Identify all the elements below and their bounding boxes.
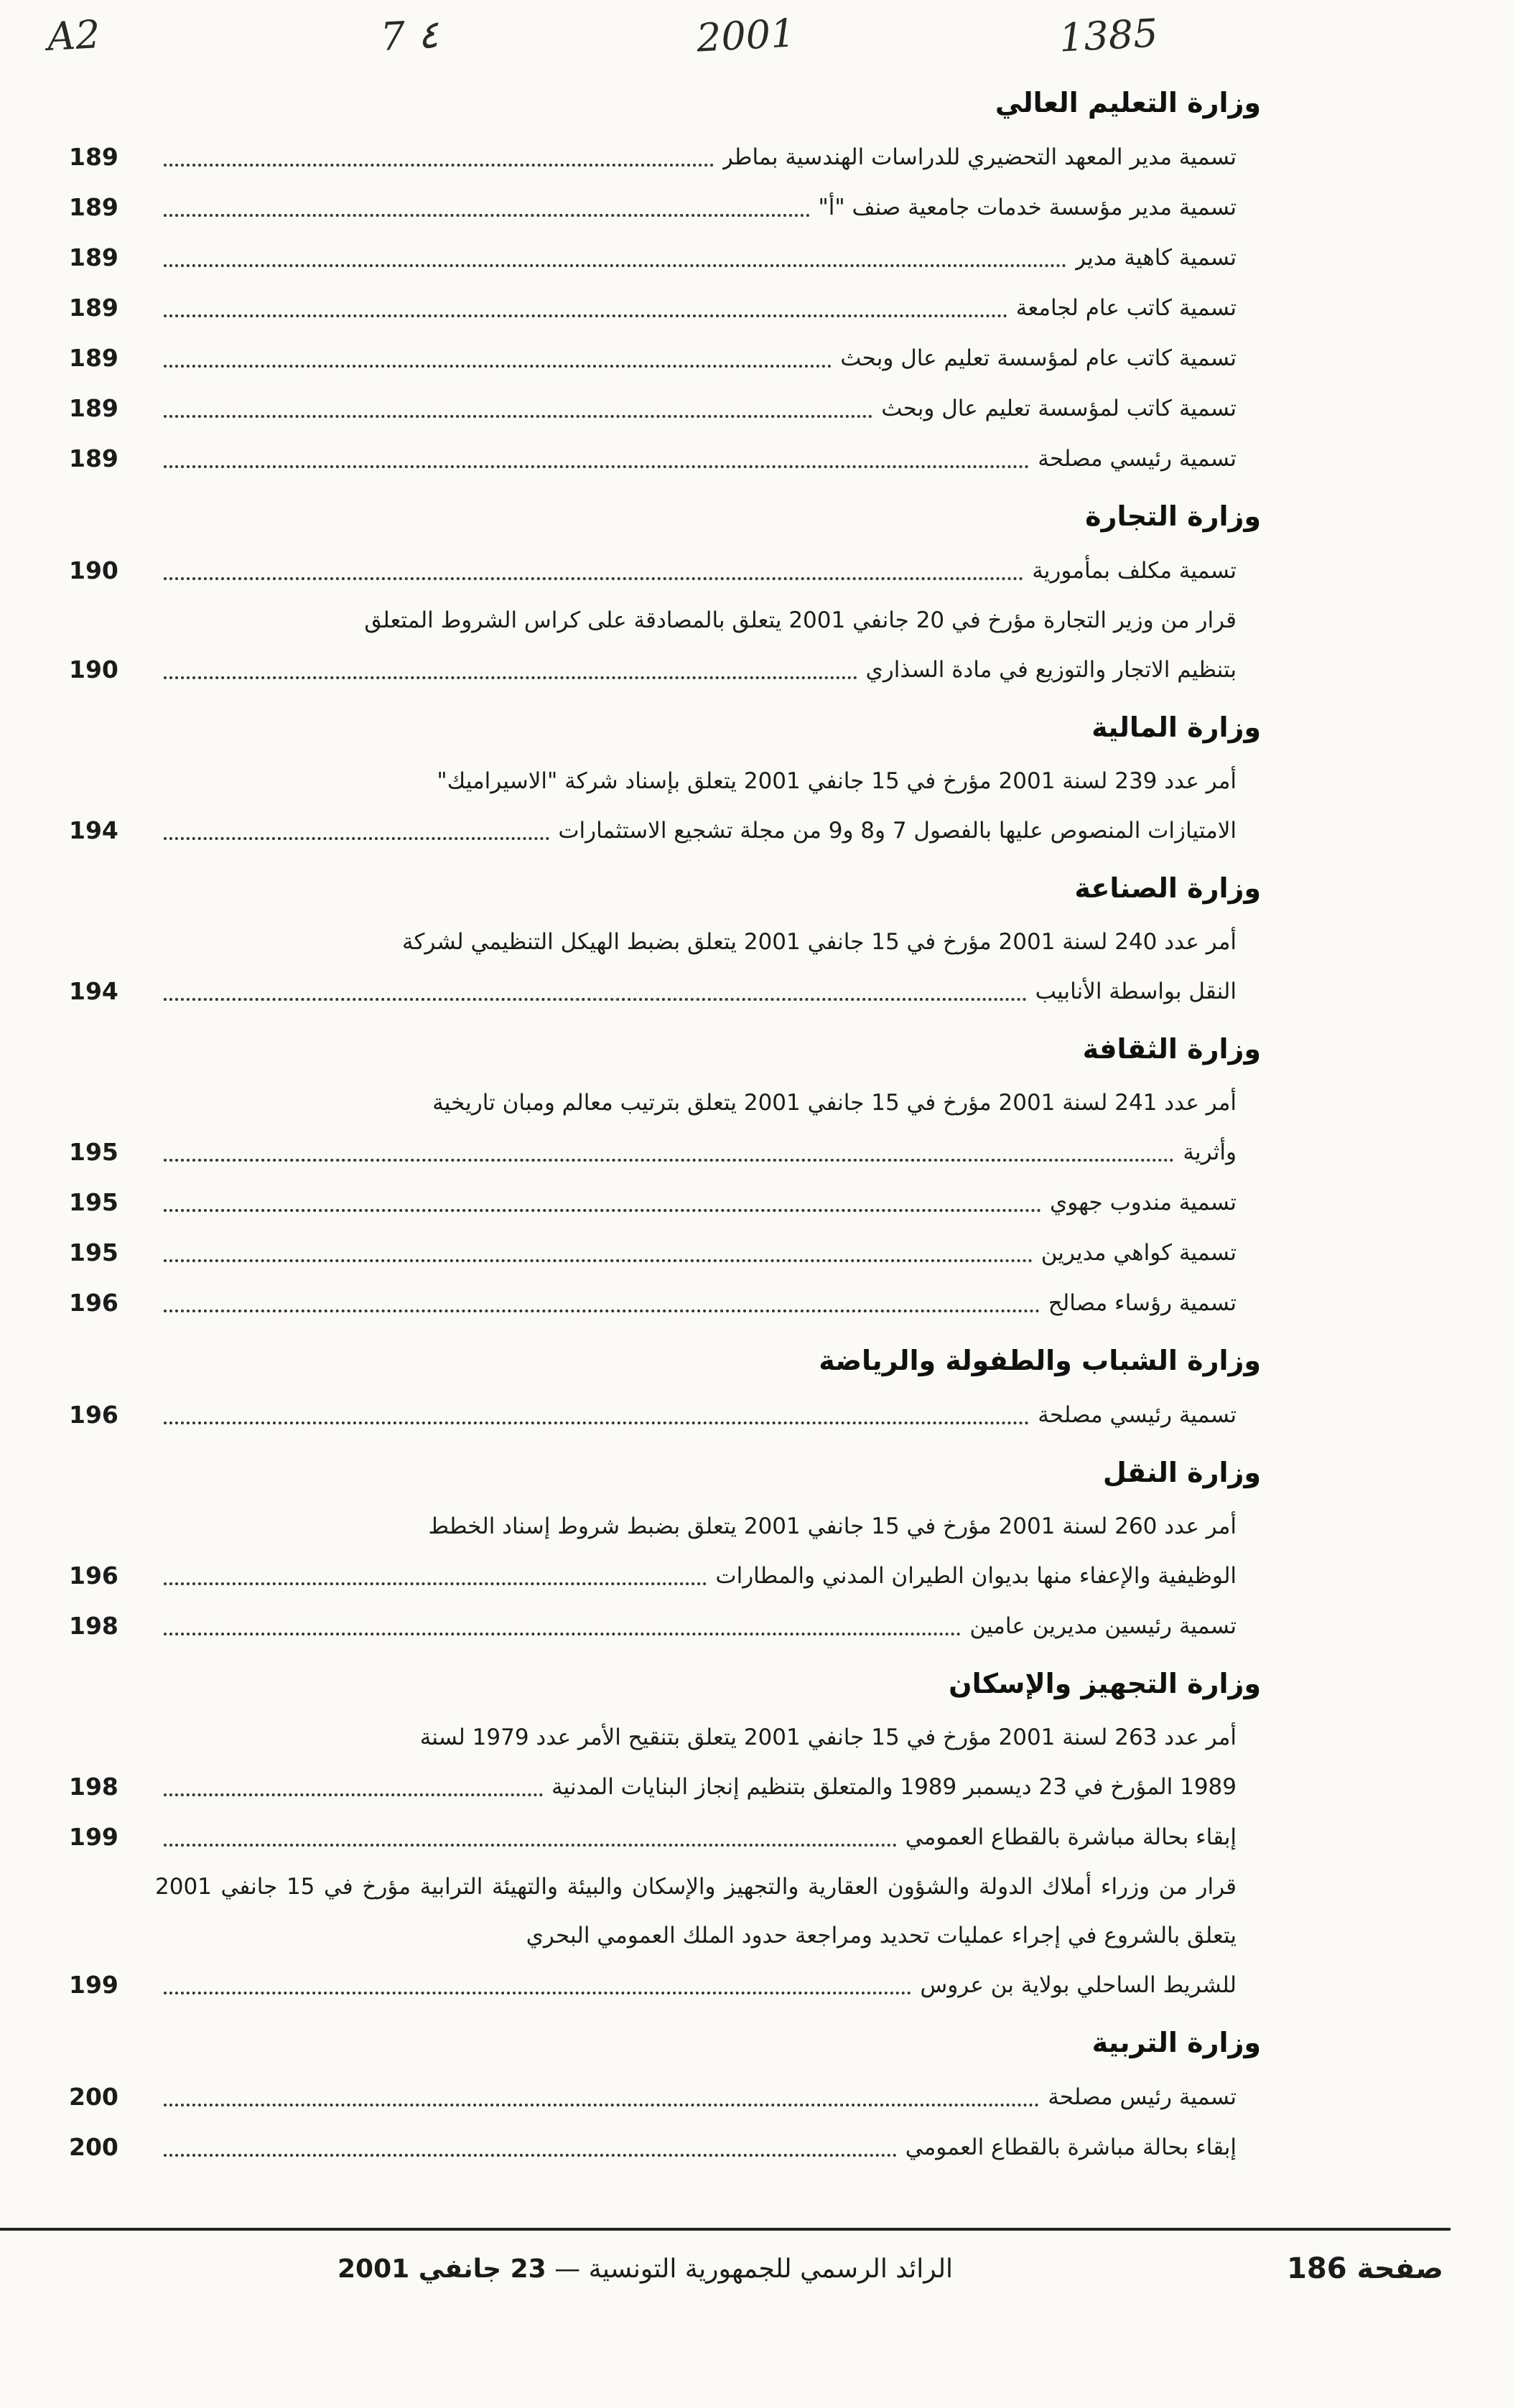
entry-line: [69, 806, 1261, 856]
entry-page-number: 189: [69, 143, 118, 171]
entry-line: [69, 1762, 1261, 1812]
handwritten-annotation: 2001: [695, 10, 796, 61]
dot-leader: [164, 365, 832, 368]
toc-section: [69, 80, 1261, 484]
dot-leader: [164, 1992, 911, 1994]
entry-page-number: 200: [69, 2083, 118, 2111]
entry-line: [69, 2122, 1261, 2173]
dot-leader: [164, 465, 1029, 468]
entry-line: [69, 1127, 1261, 1177]
entry-title: تسمية كاتب عام لجامعة: [1015, 295, 1237, 321]
entry-page-number: 199: [69, 1823, 118, 1851]
entry-title: بتنظيم الاتجار والتوزيع في مادة السذاري: [865, 657, 1237, 683]
entry-title: النقل بواسطة الأنابيب: [1035, 979, 1237, 1004]
toc-entry: [69, 1502, 1261, 1601]
entry-line: [69, 434, 1261, 484]
toc-entry: [69, 757, 1261, 856]
toc-entry: [69, 918, 1261, 1017]
entry-page-number: 194: [69, 816, 118, 844]
entry-title: تسمية مدير المعهد التحضيري للدراسات الهندسية بماطر: [722, 144, 1237, 170]
entry-page-number: 189: [69, 243, 118, 271]
footer-date: 23 جانفي 2001: [337, 2254, 546, 2284]
dot-leader: [164, 1582, 707, 1585]
entry-title: الامتيازات المنصوص عليها بالفصول 7 و8 و9 من مجلة تشجيع الاستثمارات: [558, 818, 1237, 844]
entry-title: إبقاء بحالة مباشرة بالقطاع العمومي: [905, 2134, 1237, 2160]
entry-title: تسمية كاتب عام لمؤسسة تعليم عال وبحث: [840, 345, 1237, 371]
entry-page-number: 200: [69, 2133, 118, 2161]
entry-line: [69, 1278, 1261, 1328]
toc-section: [69, 705, 1261, 856]
toc-entry: [69, 2072, 1261, 2122]
toc-entry: [69, 132, 1261, 182]
entry-description: أمر عدد 241 لسنة 2001 مؤرخ في 15 جانفي 2001 يتعلق بترتيب معالم ومبان تاريخية: [432, 1090, 1237, 1116]
entry-line: [69, 546, 1261, 596]
dot-leader: [164, 1259, 1033, 1262]
section-title: وزارة الصناعة: [1074, 872, 1261, 904]
entry-title: تسمية كواهي مديرين: [1041, 1240, 1237, 1266]
entry-page-number: 194: [69, 977, 118, 1005]
toc-entry: [69, 434, 1261, 484]
toc-entry: [69, 283, 1261, 333]
entry-line: [69, 1390, 1261, 1440]
entry-page-number: 189: [69, 344, 118, 372]
toc-entry: [69, 333, 1261, 383]
section-title: وزارة الثقافة: [1082, 1033, 1261, 1065]
entry-page-number: 189: [69, 193, 118, 221]
entry-page-number: 190: [69, 655, 118, 683]
entry-page-number: 196: [69, 1289, 118, 1317]
toc-section: [69, 866, 1261, 1017]
entry-line: [69, 1551, 1261, 1601]
dot-leader: [164, 998, 1027, 1001]
toc-section: [69, 1338, 1261, 1440]
toc-entry: [69, 546, 1261, 596]
toc-entry: [69, 1390, 1261, 1440]
entry-line: [69, 645, 1261, 695]
entry-line: [69, 383, 1261, 434]
entry-line: [69, 1812, 1261, 1862]
dot-leader: [164, 1633, 961, 1635]
toc-entry: [69, 1862, 1261, 2010]
entry-page-number: 189: [69, 294, 118, 322]
entry-page-number: 189: [69, 444, 118, 472]
toc-entry: [69, 1601, 1261, 1651]
entry-line: [69, 1177, 1261, 1228]
dot-leader: [164, 264, 1066, 267]
entry-title: تسمية رئيسي مصلحة: [1038, 1402, 1237, 1428]
section-title: وزارة النقل: [1102, 1457, 1261, 1488]
entry-page-number: 196: [69, 1562, 118, 1590]
page-footer: [337, 2244, 1443, 2294]
entry-title: وأثرية: [1183, 1139, 1237, 1165]
section-title: وزارة التجارة: [1085, 500, 1261, 532]
handwritten-annotation: A2: [46, 11, 101, 60]
section-title: وزارة التعليم العالي: [995, 87, 1261, 118]
entry-title: إبقاء بحالة مباشرة بالقطاع العمومي: [905, 1824, 1237, 1850]
toc-entry: [69, 1278, 1261, 1328]
entry-page-number: 195: [69, 1188, 118, 1216]
toc-section: [69, 1027, 1261, 1328]
entry-title: للشريط الساحلي بولاية بن عروس: [920, 1972, 1237, 1998]
entry-page-number: 198: [69, 1612, 118, 1640]
dot-leader: [164, 214, 810, 217]
entry-line: [69, 132, 1261, 182]
toc-entry: [69, 1177, 1261, 1228]
entry-description: أمر عدد 240 لسنة 2001 مؤرخ في 15 جانفي 2001 يتعلق بضبط الهيكل التنظيمي لشركة: [402, 929, 1237, 955]
footer-publication: [337, 2254, 953, 2284]
dot-leader: [164, 1310, 1040, 1312]
entry-page-number: 198: [69, 1773, 118, 1801]
entry-title: تسمية كاهية مدير: [1074, 245, 1237, 271]
dot-leader: [164, 676, 857, 679]
entry-description: أمر عدد 263 لسنة 2001 مؤرخ في 15 جانفي 2001 يتعلق بتنقيح الأمر عدد 1979 لسنة: [419, 1725, 1237, 1750]
section-title: وزارة التربية: [1091, 2027, 1261, 2058]
entry-page-number: 199: [69, 1971, 118, 1999]
dot-leader: [164, 1422, 1029, 1424]
toc-entry: [69, 2122, 1261, 2173]
entry-line: [69, 966, 1261, 1017]
entry-title: تسمية مكلف بمأمورية: [1032, 558, 1237, 584]
footer-publication-name: الرائد الرسمي للجمهورية التونسية —: [546, 2254, 954, 2284]
toc-entry: [69, 383, 1261, 434]
handwritten-annotation: 1385: [1058, 10, 1159, 61]
entry-title: تسمية مندوب جهوي: [1049, 1190, 1237, 1215]
toc-entry: [69, 1078, 1261, 1177]
entry-title: تسمية رئيس مصلحة: [1048, 2084, 1237, 2110]
toc-entry: [69, 1228, 1261, 1278]
entry-line: [69, 283, 1261, 333]
dot-leader: [164, 837, 549, 840]
entry-title: تسمية رئيسي مصلحة: [1038, 446, 1237, 472]
entry-title: تسمية كاتب لمؤسسة تعليم عال وبحث: [881, 396, 1237, 421]
entry-line: [69, 2072, 1261, 2122]
entry-page-number: 195: [69, 1138, 118, 1166]
entry-line: [69, 233, 1261, 283]
entry-page-number: 196: [69, 1401, 118, 1429]
footer-divider: [0, 2228, 1451, 2231]
entry-line: [69, 1960, 1261, 2010]
toc-entry: [69, 233, 1261, 283]
section-title: وزارة المالية: [1091, 711, 1261, 743]
entry-description: أمر عدد 260 لسنة 2001 مؤرخ في 15 جانفي 2001 يتعلق بضبط شروط إسناد الخطط: [428, 1513, 1237, 1539]
toc-entry: [69, 182, 1261, 233]
entry-line: [69, 182, 1261, 233]
table-of-contents: [69, 80, 1261, 2183]
dot-leader: [164, 415, 872, 418]
dot-leader: [164, 1209, 1041, 1212]
dot-leader: [164, 1844, 897, 1847]
handwritten-annotation: 7 ٤: [379, 11, 440, 60]
section-title: وزارة التجهيز والإسكان: [949, 1668, 1261, 1699]
dot-leader: [164, 577, 1023, 580]
entry-page-number: 189: [69, 394, 118, 422]
entry-line: [69, 1228, 1261, 1278]
dot-leader: [164, 1793, 543, 1796]
entry-line: [69, 1601, 1261, 1651]
toc-entry: [69, 596, 1261, 695]
toc-section: [69, 494, 1261, 695]
entry-line: [69, 333, 1261, 383]
toc-section: [69, 1450, 1261, 1651]
toc-section: [69, 1661, 1261, 2010]
entry-page-number: 190: [69, 556, 118, 584]
entry-description: قرار من وزراء أملاك الدولة والشؤون العقارية والتجهيز والإسكان والبيئة والتهيئة الترابية مؤرخ في 15 جانفي 2001 يتعلق بالشروع في إجراء عمليات تحديد ومراجعة حدود الملك العمومي البحري: [155, 1874, 1237, 1949]
dot-leader: [164, 2104, 1039, 2106]
entry-title: 1989 المؤرخ في 23 ديسمبر 1989 والمتعلق بتنظيم إنجاز البنايات المدنية: [551, 1774, 1237, 1800]
dot-leader: [164, 1159, 1174, 1162]
entry-title: تسمية رئيسين مديرين عامين: [969, 1613, 1237, 1639]
toc-section: [69, 2020, 1261, 2173]
section-title: وزارة الشباب والطفولة والرياضة: [819, 1345, 1261, 1376]
toc-entry: [69, 1812, 1261, 1862]
dot-leader: [164, 164, 714, 167]
footer-page-number: صفحة 186: [1287, 2252, 1443, 2285]
entry-description: أمر عدد 239 لسنة 2001 مؤرخ في 15 جانفي 2001 يتعلق بإسناد شركة "الاسيراميك": [437, 768, 1237, 794]
dot-leader: [164, 2154, 897, 2157]
entry-title: تسمية رؤساء مصالح: [1048, 1290, 1237, 1316]
entry-page-number: 195: [69, 1238, 118, 1266]
entry-description: قرار من وزير التجارة مؤرخ في 20 جانفي 2001 يتعلق بالمصادقة على كراس الشروط المتعلق: [364, 607, 1237, 633]
toc-entry: [69, 1713, 1261, 1812]
entry-title: تسمية مدير مؤسسة خدمات جامعية صنف "أ": [818, 195, 1237, 220]
entry-title: الوظيفية والإعفاء منها بديوان الطيران المدني والمطارات: [715, 1563, 1237, 1589]
dot-leader: [164, 314, 1007, 317]
